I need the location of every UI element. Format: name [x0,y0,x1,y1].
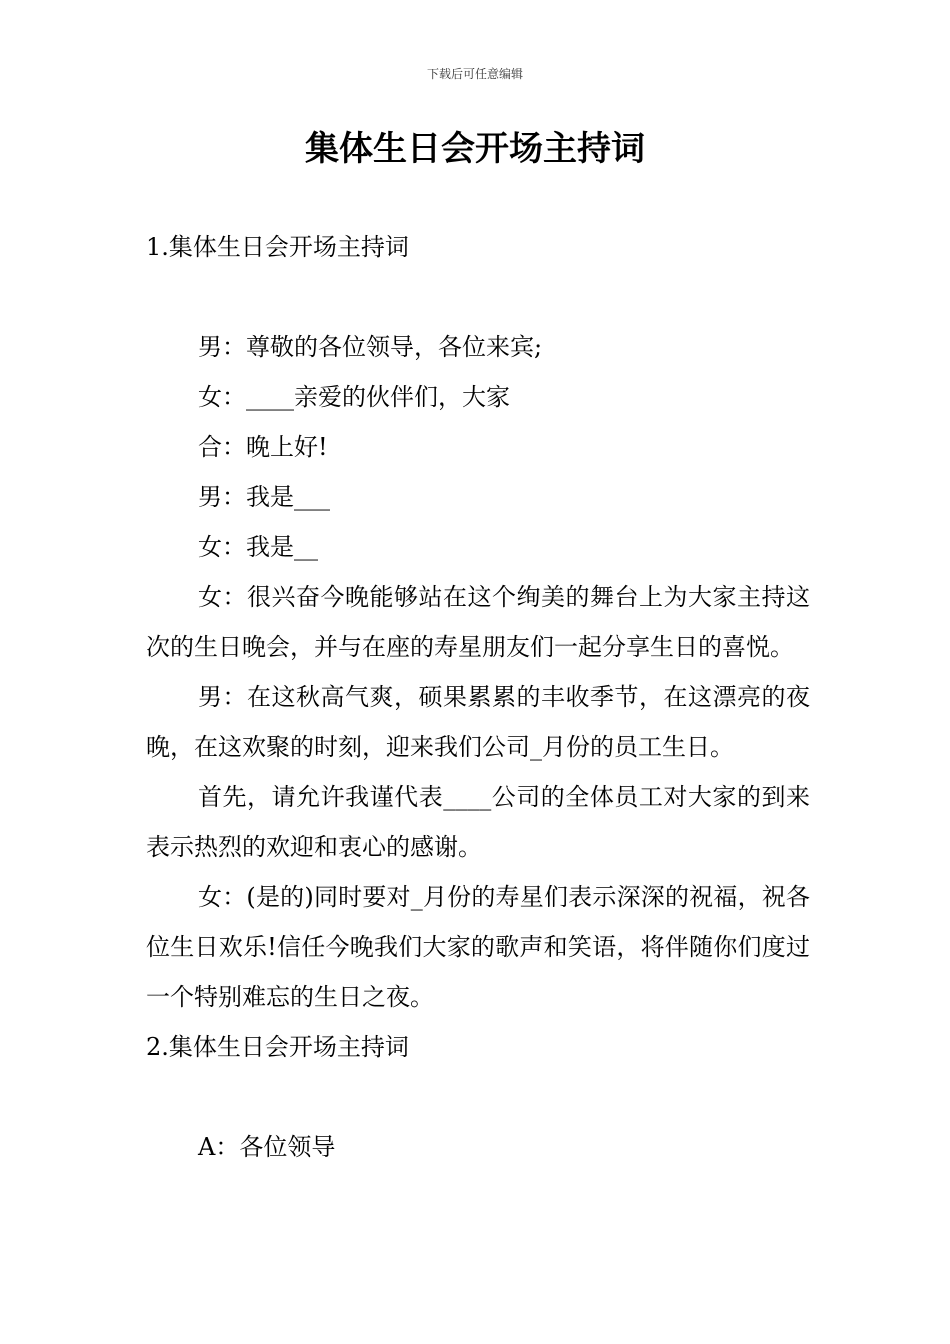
spacer [146,1072,810,1122]
dialogue-line: 女：____亲爱的伙伴们，大家 [198,383,510,411]
spacer [146,272,810,322]
document-title: 集体生日会开场主持词 [305,129,645,169]
dialogue-line: 男：尊敬的各位领导，各位来宾; [198,333,543,361]
dialogue-line: A：各位领导 [198,1133,336,1161]
section-heading-2: 2.集体生日会开场主持词 [146,1033,409,1061]
dialogue-paragraph: 女：(是的)同时要对_月份的寿星们表示深深的祝福，祝各位生日欢乐!信任今晚我们大家的歌声和笑语，将伴随你们度过一个特别难忘的生日之夜。 [146,883,810,1011]
dialogue-line: 男：我是___ [198,483,330,511]
dialogue-paragraph: 女：很兴奋今晚能够站在这个绚美的舞台上为大家主持这次的生日晚会，并与在座的寿星朋友们一起分享生日的喜悦。 [146,583,810,661]
download-note: 下载后可任意编辑 [426,67,523,81]
section-heading-1: 1.集体生日会开场主持词 [146,233,409,261]
dialogue-paragraph: 首先，请允许我谨代表____公司的全体员工对大家的到来表示热烈的欢迎和衷心的感谢。 [146,783,810,861]
dialogue-line: 合：晚上好! [198,433,328,461]
dialogue-line: 女：我是__ [198,533,318,561]
dialogue-paragraph: 男：在这秋高气爽，硕果累累的丰收季节，在这漂亮的夜晚，在这欢聚的时刻，迎来我们公司_月份的员工生日。 [146,683,810,761]
document-body [146,222,810,1172]
